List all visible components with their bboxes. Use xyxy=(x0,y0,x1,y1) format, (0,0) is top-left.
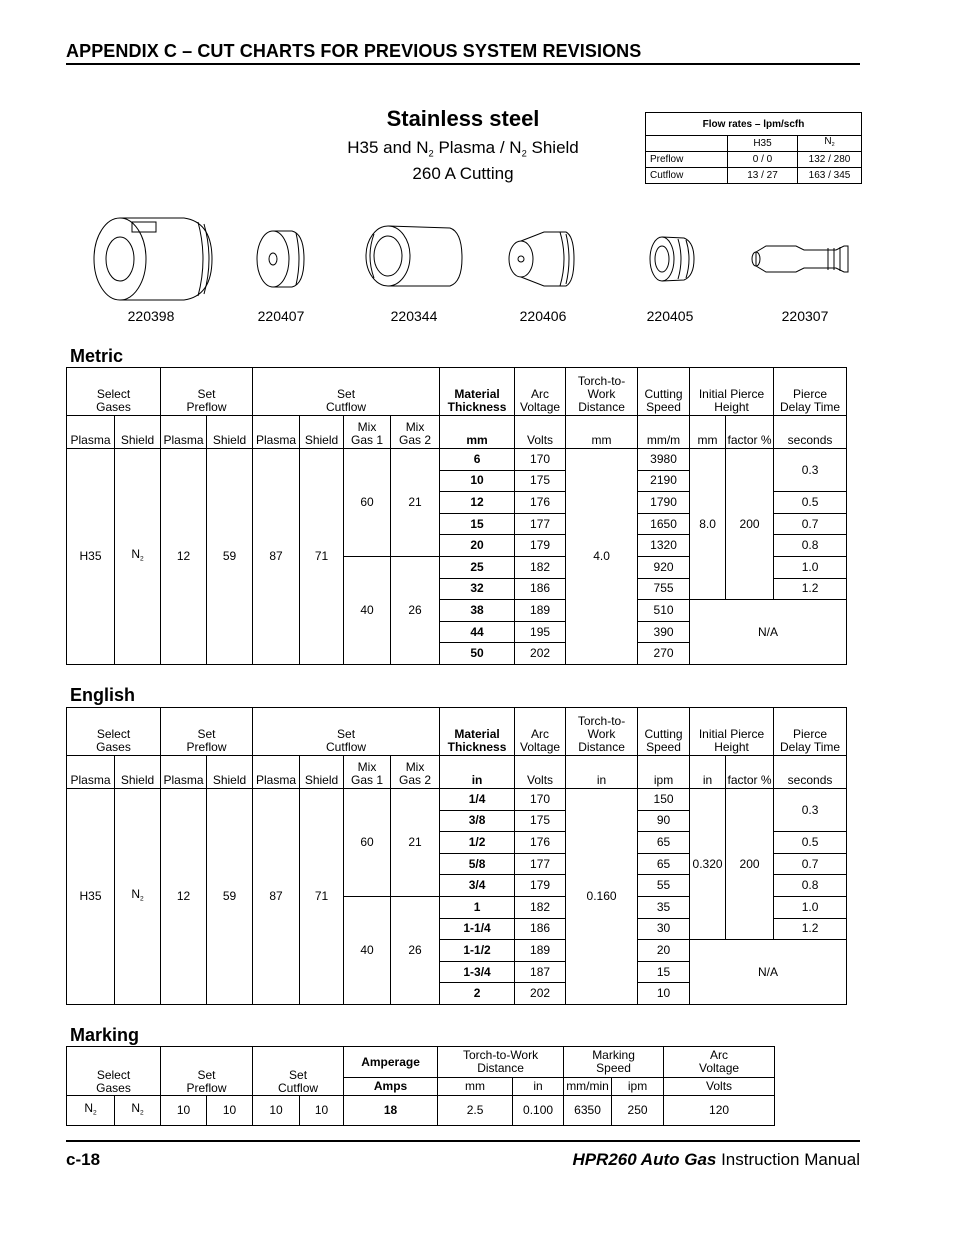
flow-rates-title: Flow rates – lpm/scfh xyxy=(646,113,862,136)
arc-voltage-cell: 195 xyxy=(515,621,566,643)
col-plasma: Plasma xyxy=(161,416,207,449)
pierce-delay-cell: 0.7 xyxy=(774,513,847,535)
mix-gas-2-cell: 21 xyxy=(391,789,440,897)
arc-voltage-cell: 175 xyxy=(515,470,566,492)
unit-amps: Amps xyxy=(344,1078,438,1096)
nozzle-part-icon xyxy=(509,232,574,286)
table-cell: 12 xyxy=(161,789,207,1005)
flow-value: 132 / 280 xyxy=(798,152,862,168)
unit-in: in xyxy=(513,1078,564,1096)
arc-voltage-header: Arc Voltage xyxy=(664,1047,775,1078)
thickness-cell: 5/8 xyxy=(440,853,515,875)
mix-gas-2-cell: 26 xyxy=(391,896,440,1004)
thickness-cell: 12 xyxy=(440,492,515,514)
thickness-cell: 15 xyxy=(440,513,515,535)
table-cell: 10 xyxy=(300,1096,344,1126)
arc-voltage-cell: 176 xyxy=(515,832,566,854)
table-cell: 59 xyxy=(207,789,253,1005)
cutting-speed-cell: 15 xyxy=(638,961,690,983)
english-section-label: English xyxy=(70,685,136,705)
arc-voltage-cell: 177 xyxy=(515,513,566,535)
gas-shield: $N_2$ xyxy=(115,449,161,665)
marking-section-label: Marking xyxy=(70,1025,140,1045)
col-plasma: Plasma xyxy=(253,416,300,449)
cutting-speed-cell: 35 xyxy=(638,896,690,918)
table-cell: 120 xyxy=(664,1096,775,1126)
col-shield: Shield xyxy=(207,756,253,789)
gas-plasma: H35 xyxy=(67,449,115,665)
thickness-cell: 38 xyxy=(440,600,515,622)
pierce-delay-cell: 0.3 xyxy=(774,449,847,492)
marking-speed-header: Marking Speed xyxy=(564,1047,664,1078)
col-plasma: Plasma xyxy=(253,756,300,789)
factor-cell: 200 xyxy=(726,789,774,940)
set-cutflow-header: Set Cutflow xyxy=(253,708,440,756)
flow-row-label: Cutflow xyxy=(646,168,728,184)
col-shield: Shield xyxy=(115,416,161,449)
gas-shield: $N_2$ xyxy=(115,789,161,1005)
cutting-speed-cell: 390 xyxy=(638,621,690,643)
header-rule xyxy=(66,63,860,65)
swirl-ring-part-icon xyxy=(257,231,304,287)
consumable-parts-illustration xyxy=(66,212,860,302)
unit-mm: mm xyxy=(438,1078,513,1096)
pierce-delay-cell: 0.7 xyxy=(774,853,847,875)
thickness-cell: 25 xyxy=(440,556,515,578)
arc-voltage-cell: 176 xyxy=(515,492,566,514)
pierce-delay-cell: 1.0 xyxy=(774,556,847,578)
select-gases-header: Select Gases xyxy=(67,368,161,416)
table-cell: 87 xyxy=(253,789,300,1005)
pierce-height-cell: 8.0 xyxy=(690,449,726,600)
col-mix-gas-1: Mix Gas 1 xyxy=(344,416,391,449)
part-number: 220407 xyxy=(257,308,305,324)
thickness-cell: 10 xyxy=(440,470,515,492)
cutting-speed-header: Cutting Speed xyxy=(638,708,690,756)
arc-voltage-header: Arc Voltage xyxy=(515,368,566,416)
mix-gas-1-cell: 40 xyxy=(344,896,391,1004)
footer-rule xyxy=(66,1140,860,1142)
manual-title: HPR260 Auto Gas Instruction Manual xyxy=(572,1150,860,1169)
flow-col-h35: H35 xyxy=(728,136,798,152)
cutting-speed-cell: 65 xyxy=(638,853,690,875)
col-shield: Shield xyxy=(207,416,253,449)
torch-distance-cell: 4.0 xyxy=(566,449,638,665)
cutting-speed-cell: 150 xyxy=(638,789,690,811)
thickness-cell: 2 xyxy=(440,983,515,1005)
torch-distance-header: Torch-to- Work Distance xyxy=(566,368,638,416)
cutting-speed-cell: 20 xyxy=(638,940,690,962)
flow-value: 13 / 27 xyxy=(728,168,798,184)
cutting-speed-cell: 920 xyxy=(638,556,690,578)
col-mix-gas-1: Mix Gas 1 xyxy=(344,756,391,789)
table-cell: 6350 xyxy=(564,1096,612,1126)
table-cell: 12 xyxy=(161,449,207,665)
page-title: Stainless steel xyxy=(386,106,540,131)
english-cut-chart xyxy=(66,707,847,1005)
gas-plasma: H35 xyxy=(67,789,115,1005)
arc-voltage-cell: 186 xyxy=(515,578,566,600)
thickness-cell: 1-3/4 xyxy=(440,961,515,983)
table-cell: 10 xyxy=(207,1096,253,1126)
arc-voltage-cell: 170 xyxy=(515,449,566,471)
pierce-height-header: Initial Pierce Height xyxy=(690,708,774,756)
table-cell: 10 xyxy=(253,1096,300,1126)
col-shield: Shield xyxy=(300,756,344,789)
part-number: 220398 xyxy=(127,308,175,324)
thickness-cell: 1-1/4 xyxy=(440,918,515,940)
cutting-speed-cell: 55 xyxy=(638,875,690,897)
unit-volts: Volts xyxy=(664,1078,775,1096)
thickness-cell: 1-1/2 xyxy=(440,940,515,962)
gas-plasma: $N_2$ xyxy=(67,1096,115,1126)
pierce-delay-cell: 0.8 xyxy=(774,535,847,557)
unit-seconds: seconds xyxy=(774,756,847,789)
torch-distance-header: Torch-to-Work Distance xyxy=(438,1047,564,1078)
torch-distance-header: Torch-to- Work Distance xyxy=(566,708,638,756)
set-preflow-header: Set Preflow xyxy=(161,1047,253,1096)
thickness-cell: 44 xyxy=(440,621,515,643)
page-number: c-18 xyxy=(66,1150,101,1169)
flow-col-n2: $N_2$ xyxy=(798,136,862,152)
unit-ipm: ipm xyxy=(612,1078,664,1096)
pierce-delay-cell: 1.2 xyxy=(774,578,847,600)
pierce-delay-cell: 0.5 xyxy=(774,492,847,514)
mix-gas-1-cell: 60 xyxy=(344,449,391,557)
arc-voltage-cell: 170 xyxy=(515,789,566,811)
unit-pierce-height: in xyxy=(690,756,726,789)
unit-thickness: mm xyxy=(440,416,515,449)
retaining-cap-part-icon xyxy=(366,226,462,286)
thickness-cell: 1/4 xyxy=(440,789,515,811)
cutting-speed-cell: 65 xyxy=(638,832,690,854)
process-subtitle: H35 and $N_2$ Plasma / $N_2$ Shield xyxy=(347,138,579,159)
cutting-speed-cell: 1790 xyxy=(638,492,690,514)
unit-factor: factor % xyxy=(726,756,774,789)
arc-voltage-cell: 177 xyxy=(515,853,566,875)
table-cell: 18 xyxy=(344,1096,438,1126)
unit-arc: Volts xyxy=(515,756,566,789)
unit-factor: factor % xyxy=(726,416,774,449)
swirl-part-icon xyxy=(650,237,694,281)
cutting-speed-cell: 510 xyxy=(638,600,690,622)
mix-gas-2-cell: 26 xyxy=(391,556,440,664)
table-cell: 10 xyxy=(161,1096,207,1126)
mix-gas-1-cell: 60 xyxy=(344,789,391,897)
pierce-delay-cell: 0.3 xyxy=(774,789,847,832)
pierce-delay-header: Pierce Delay Time xyxy=(774,708,847,756)
mix-gas-1-cell: 40 xyxy=(344,556,391,664)
table-cell: 2.5 xyxy=(438,1096,513,1126)
gas-shield: $N_2$ xyxy=(115,1096,161,1126)
thickness-cell: 3/4 xyxy=(440,875,515,897)
arc-voltage-cell: 186 xyxy=(515,918,566,940)
unit-arc: Volts xyxy=(515,416,566,449)
cutting-speed-cell: 3980 xyxy=(638,449,690,471)
arc-voltage-cell: 189 xyxy=(515,940,566,962)
mix-gas-2-cell: 21 xyxy=(391,449,440,557)
set-preflow-header: Set Preflow xyxy=(161,708,253,756)
col-plasma: Plasma xyxy=(161,756,207,789)
arc-voltage-cell: 189 xyxy=(515,600,566,622)
arc-voltage-header: Arc Voltage xyxy=(515,708,566,756)
thickness-cell: 1 xyxy=(440,896,515,918)
unit-seconds: seconds xyxy=(774,416,847,449)
thickness-cell: 3/8 xyxy=(440,810,515,832)
cutting-speed-header: Cutting Speed xyxy=(638,368,690,416)
flow-row-label: Preflow xyxy=(646,152,728,168)
flow-value: 163 / 345 xyxy=(798,168,862,184)
part-number: 220405 xyxy=(646,308,694,324)
unit-mm-min: mm/min xyxy=(564,1078,612,1096)
torch-distance-cell: 0.160 xyxy=(566,789,638,1005)
col-shield: Shield xyxy=(300,416,344,449)
shield-part-icon xyxy=(94,218,212,300)
pierce-delay-cell: 1.0 xyxy=(774,896,847,918)
not-applicable-cell: N/A xyxy=(690,940,847,1005)
table-cell: 250 xyxy=(612,1096,664,1126)
metric-cut-chart xyxy=(66,367,847,665)
marking-chart xyxy=(66,1046,775,1126)
factor-cell: 200 xyxy=(726,449,774,600)
cutting-speed-cell: 90 xyxy=(638,810,690,832)
part-number: 220344 xyxy=(390,308,438,324)
pierce-height-header: Initial Pierce Height xyxy=(690,368,774,416)
header-title: APPENDIX C – CUT CHARTS FOR PREVIOUS SYSTEM REVISIONS xyxy=(66,41,642,61)
not-applicable-cell: N/A xyxy=(690,600,847,665)
arc-voltage-cell: 202 xyxy=(515,643,566,665)
flow-rates-table xyxy=(645,112,862,184)
select-gases-header: Select Gases xyxy=(67,708,161,756)
amperage-subtitle: 260 A Cutting xyxy=(412,164,514,183)
flow-value: 0 / 0 xyxy=(728,152,798,168)
arc-voltage-cell: 179 xyxy=(515,535,566,557)
thickness-cell: 32 xyxy=(440,578,515,600)
set-cutflow-header: Set Cutflow xyxy=(253,368,440,416)
arc-voltage-cell: 182 xyxy=(515,896,566,918)
table-cell: 71 xyxy=(300,449,344,665)
cutting-speed-cell: 1650 xyxy=(638,513,690,535)
set-cutflow-header: Set Cutflow xyxy=(253,1047,344,1096)
pierce-delay-cell: 0.8 xyxy=(774,875,847,897)
arc-voltage-cell: 202 xyxy=(515,983,566,1005)
electrode-part-icon xyxy=(752,246,848,272)
cutting-speed-cell: 1320 xyxy=(638,535,690,557)
unit-pierce-height: mm xyxy=(690,416,726,449)
unit-speed: mm/m xyxy=(638,416,690,449)
unit-distance: mm xyxy=(566,416,638,449)
table-cell: 71 xyxy=(300,789,344,1005)
material-thickness-header: Material Thickness xyxy=(440,708,515,756)
arc-voltage-cell: 179 xyxy=(515,875,566,897)
material-thickness-header: Material Thickness xyxy=(440,368,515,416)
thickness-cell: 6 xyxy=(440,449,515,471)
col-mix-gas-2: Mix Gas 2 xyxy=(391,756,440,789)
cutting-speed-cell: 755 xyxy=(638,578,690,600)
select-gases-header: Select Gases xyxy=(67,1047,161,1096)
table-cell: 0.100 xyxy=(513,1096,564,1126)
part-number: 220307 xyxy=(781,308,829,324)
set-preflow-header: Set Preflow xyxy=(161,368,253,416)
cutting-speed-cell: 270 xyxy=(638,643,690,665)
pierce-delay-cell: 0.5 xyxy=(774,832,847,854)
table-cell: 87 xyxy=(253,449,300,665)
unit-distance: in xyxy=(566,756,638,789)
col-plasma: Plasma xyxy=(67,416,115,449)
cutting-speed-cell: 10 xyxy=(638,983,690,1005)
metric-section-label: Metric xyxy=(70,346,124,366)
cutting-speed-cell: 30 xyxy=(638,918,690,940)
pierce-height-cell: 0.320 xyxy=(690,789,726,940)
amperage-header: Amperage xyxy=(344,1047,438,1078)
col-mix-gas-2: Mix Gas 2 xyxy=(391,416,440,449)
arc-voltage-cell: 182 xyxy=(515,556,566,578)
thickness-cell: 20 xyxy=(440,535,515,557)
arc-voltage-cell: 175 xyxy=(515,810,566,832)
col-plasma: Plasma xyxy=(67,756,115,789)
thickness-cell: 1/2 xyxy=(440,832,515,854)
pierce-delay-cell: 1.2 xyxy=(774,918,847,940)
unit-thickness: in xyxy=(440,756,515,789)
arc-voltage-cell: 187 xyxy=(515,961,566,983)
col-shield: Shield xyxy=(115,756,161,789)
thickness-cell: 50 xyxy=(440,643,515,665)
table-cell: 59 xyxy=(207,449,253,665)
pierce-delay-header: Pierce Delay Time xyxy=(774,368,847,416)
part-number: 220406 xyxy=(519,308,567,324)
cutting-speed-cell: 2190 xyxy=(638,470,690,492)
unit-speed: ipm xyxy=(638,756,690,789)
